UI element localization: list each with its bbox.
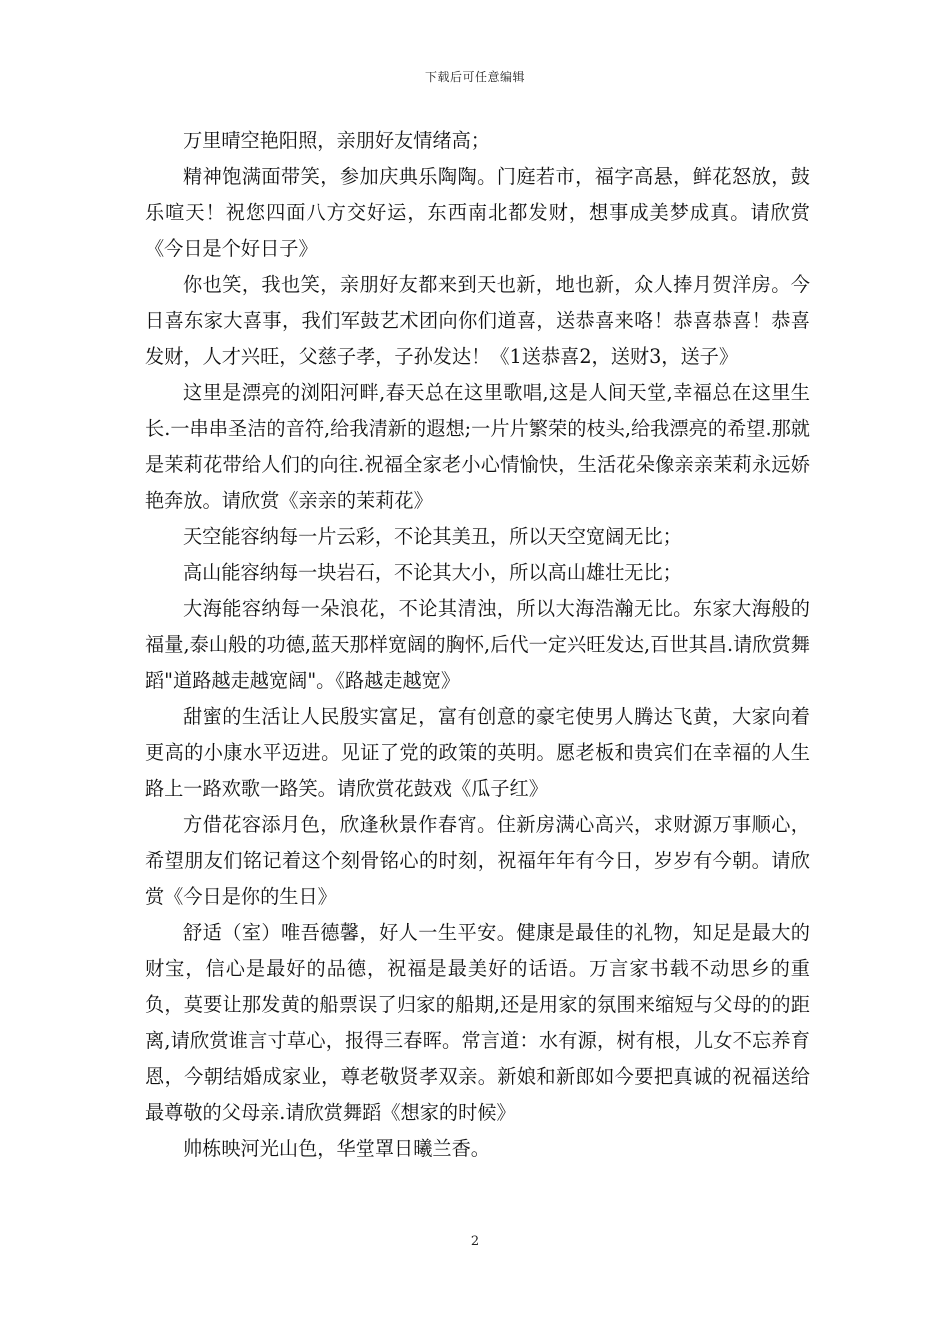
paragraph: 天空能容纳每一片云彩，不论其美丑，所以天空宽阔无比；	[183, 525, 682, 548]
paragraph: 舒适（室）唯吾德馨，好人一生平安。健康是最佳的礼物，知足是最大的财宝，信心是最好的品德，祝福是最美好的话语。万言家书载不动思乡的重负，莫要让那发黄的船票误了归家的船期,还是用家的氛围来缩短与父母的的距离,请欣赏谁言寸草心，报得三春晖。常言道：水有源，树有根，儿女不忘养育恩，今朝结婚成家业，尊老敬贤孝双亲。新娘和新郎如今要把真诚的祝福送给最尊敬的父母亲.请欣赏舞蹈《想家的时候》	[145, 921, 810, 1124]
paragraph: 甜蜜的生活让人民殷实富足，富有创意的豪宅使男人腾达飞黄，大家向着更高的小康水平迈进。见证了党的政策的英明。愿老板和贵宾们在幸福的人生路上一路欢歌一路笑。请欣赏花鼓戏《瓜子红》	[145, 705, 810, 800]
paragraph: 这里是漂亮的浏阳河畔,春天总在这里歌唱,这是人间天堂,幸福总在这里生长.一串串圣洁的音符,给我清新的遐想;一片片繁荣的枝头,给我漂亮的希望.那就是茉莉花带给人们的向往.祝福全家老小心情愉快，生活花朵像亲亲茉莉永远娇艳奔放。请欣赏《亲亲的茉莉花》	[145, 381, 810, 512]
paragraph: 高山能容纳每一块岩石，不论其大小，所以高山雄壮无比；	[183, 561, 682, 584]
paragraph: 你也笑，我也笑，亲朋好友都来到天也新，地也新，众人捧月贺洋房。今日喜东家大喜事，我们军鼓艺术团向你们道喜，送恭喜来咯！恭喜恭喜！恭喜发财，人才兴旺，父慈子孝，子孙发达！《1送恭喜2，送财3，送子》	[145, 273, 810, 368]
page-number: 2	[470, 1234, 480, 1249]
document-body	[145, 123, 810, 1167]
paragraph: 精神饱满面带笑，参加庆典乐陶陶。门庭若市，福字高悬，鲜花怒放，鼓乐喧天！祝您四面八方交好运，东西南北都发财，想事成美梦成真。请欣赏《今日是个好日子》	[145, 165, 810, 260]
paragraph: 帅栋映河光山色，华堂罩日曦兰香。	[183, 1137, 490, 1160]
paragraph: 大海能容纳每一朵浪花，不论其清浊，所以大海浩瀚无比。东家大海般的福量,泰山般的功德,蓝天那样宽阔的胸怀,后代一定兴旺发达,百世其昌.请欣赏舞蹈"道路越走越宽阔"。《路越走越宽》	[145, 597, 810, 692]
paragraph: 方借花容添月色，欣逢秋景作春宵。住新房满心高兴，求财源万事顺心，希望朋友们铭记着这个刻骨铭心的时刻，祝福年年有今日，岁岁有今朝。请欣赏《今日是你的生日》	[145, 813, 810, 908]
page-header: 下载后可任意编辑	[424, 70, 525, 84]
paragraph: 万里晴空艳阳照，亲朋好友情绪高；	[183, 129, 490, 152]
